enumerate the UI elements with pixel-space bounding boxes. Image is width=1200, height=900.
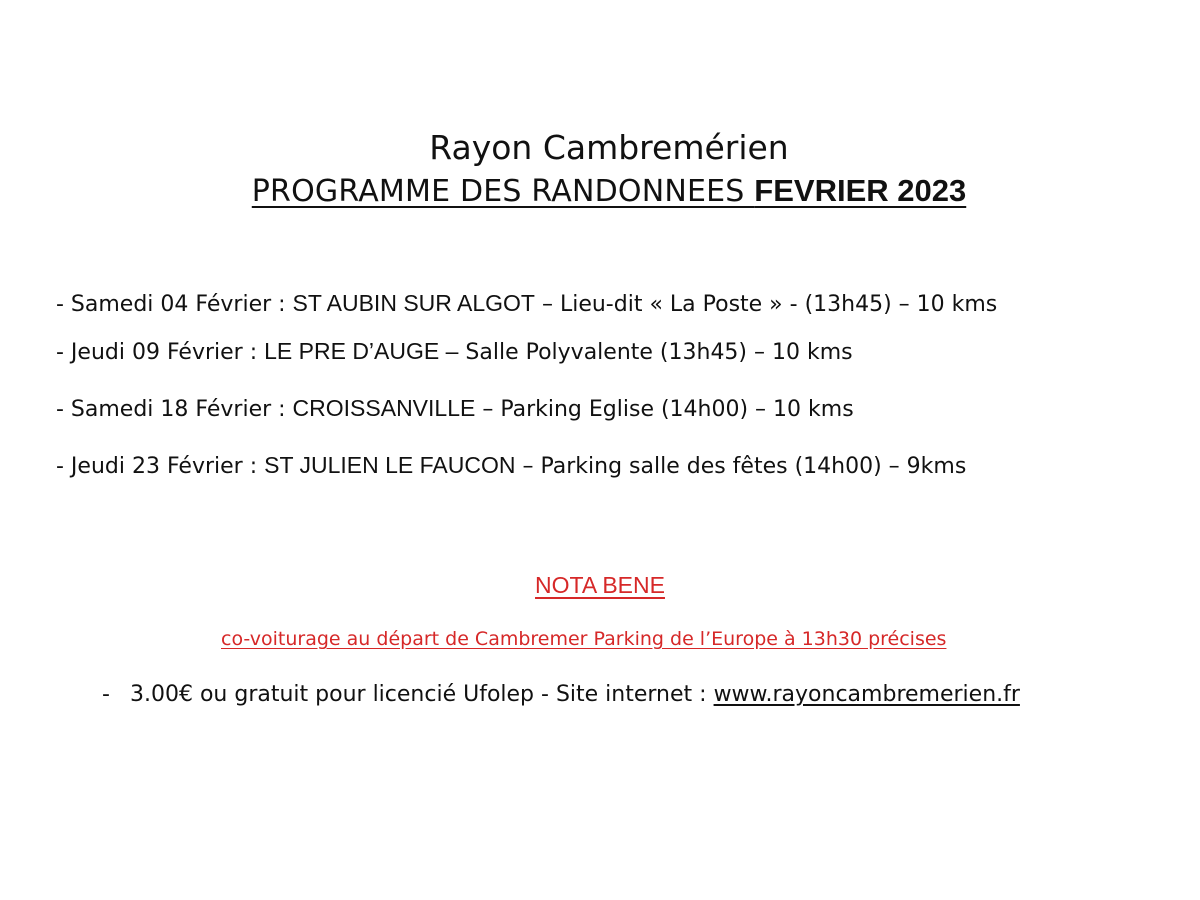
price-text: 3.00€ ou gratuit pour licencié Ufolep - Site internet : xyxy=(130,682,714,707)
event-colon: : xyxy=(278,292,293,317)
event-place: ST JULIEN LE FAUCON xyxy=(264,452,516,478)
event-item xyxy=(56,337,853,367)
event-item xyxy=(56,289,997,319)
event-details: – Parking salle des fêtes (14h00) – 9kms xyxy=(515,454,967,479)
event-day: - Jeudi 09 Février xyxy=(56,340,250,365)
event-details: – Parking Eglise (14h00) – 10 kms xyxy=(475,397,854,422)
event-details: Salle Polyvalente (13h45) – 10 kms xyxy=(458,340,853,365)
event-item xyxy=(56,451,966,481)
event-colon: : xyxy=(249,340,265,365)
subtitle-month-label: FEVRIER 2023 xyxy=(754,173,967,208)
event-day: - Samedi 04 Février xyxy=(56,292,279,317)
event-place: LE PRE D’AUGE – xyxy=(264,338,459,364)
nota-bene-heading: NOTA BENE xyxy=(535,572,665,598)
event-colon: : xyxy=(278,397,293,422)
carpool-notice: co-voiturage au départ de Cambremer Parking de l’Europe à 13h30 précises xyxy=(221,628,947,650)
price-line xyxy=(102,680,1020,710)
website-link[interactable]: www.rayoncambremerien.fr xyxy=(713,682,1020,707)
event-day: - Jeudi 23 Février xyxy=(56,454,250,479)
bullet-dash: - xyxy=(102,682,110,707)
page-title: Rayon Cambremérien xyxy=(429,128,789,167)
event-colon: : xyxy=(249,454,265,479)
event-item xyxy=(56,394,854,424)
subtitle-underlined xyxy=(252,174,966,209)
event-place: CROISSANVILLE xyxy=(292,395,476,421)
event-details: – Lieu-dit « La Poste » - (13h45) – 10 kms xyxy=(534,292,998,317)
event-place: ST AUBIN SUR ALGOT xyxy=(292,290,535,316)
subtitle-program-label: PROGRAMME DES RANDONNEES xyxy=(251,174,755,209)
page-subtitle xyxy=(0,172,1200,211)
event-day: - Samedi 18 Février xyxy=(56,397,279,422)
